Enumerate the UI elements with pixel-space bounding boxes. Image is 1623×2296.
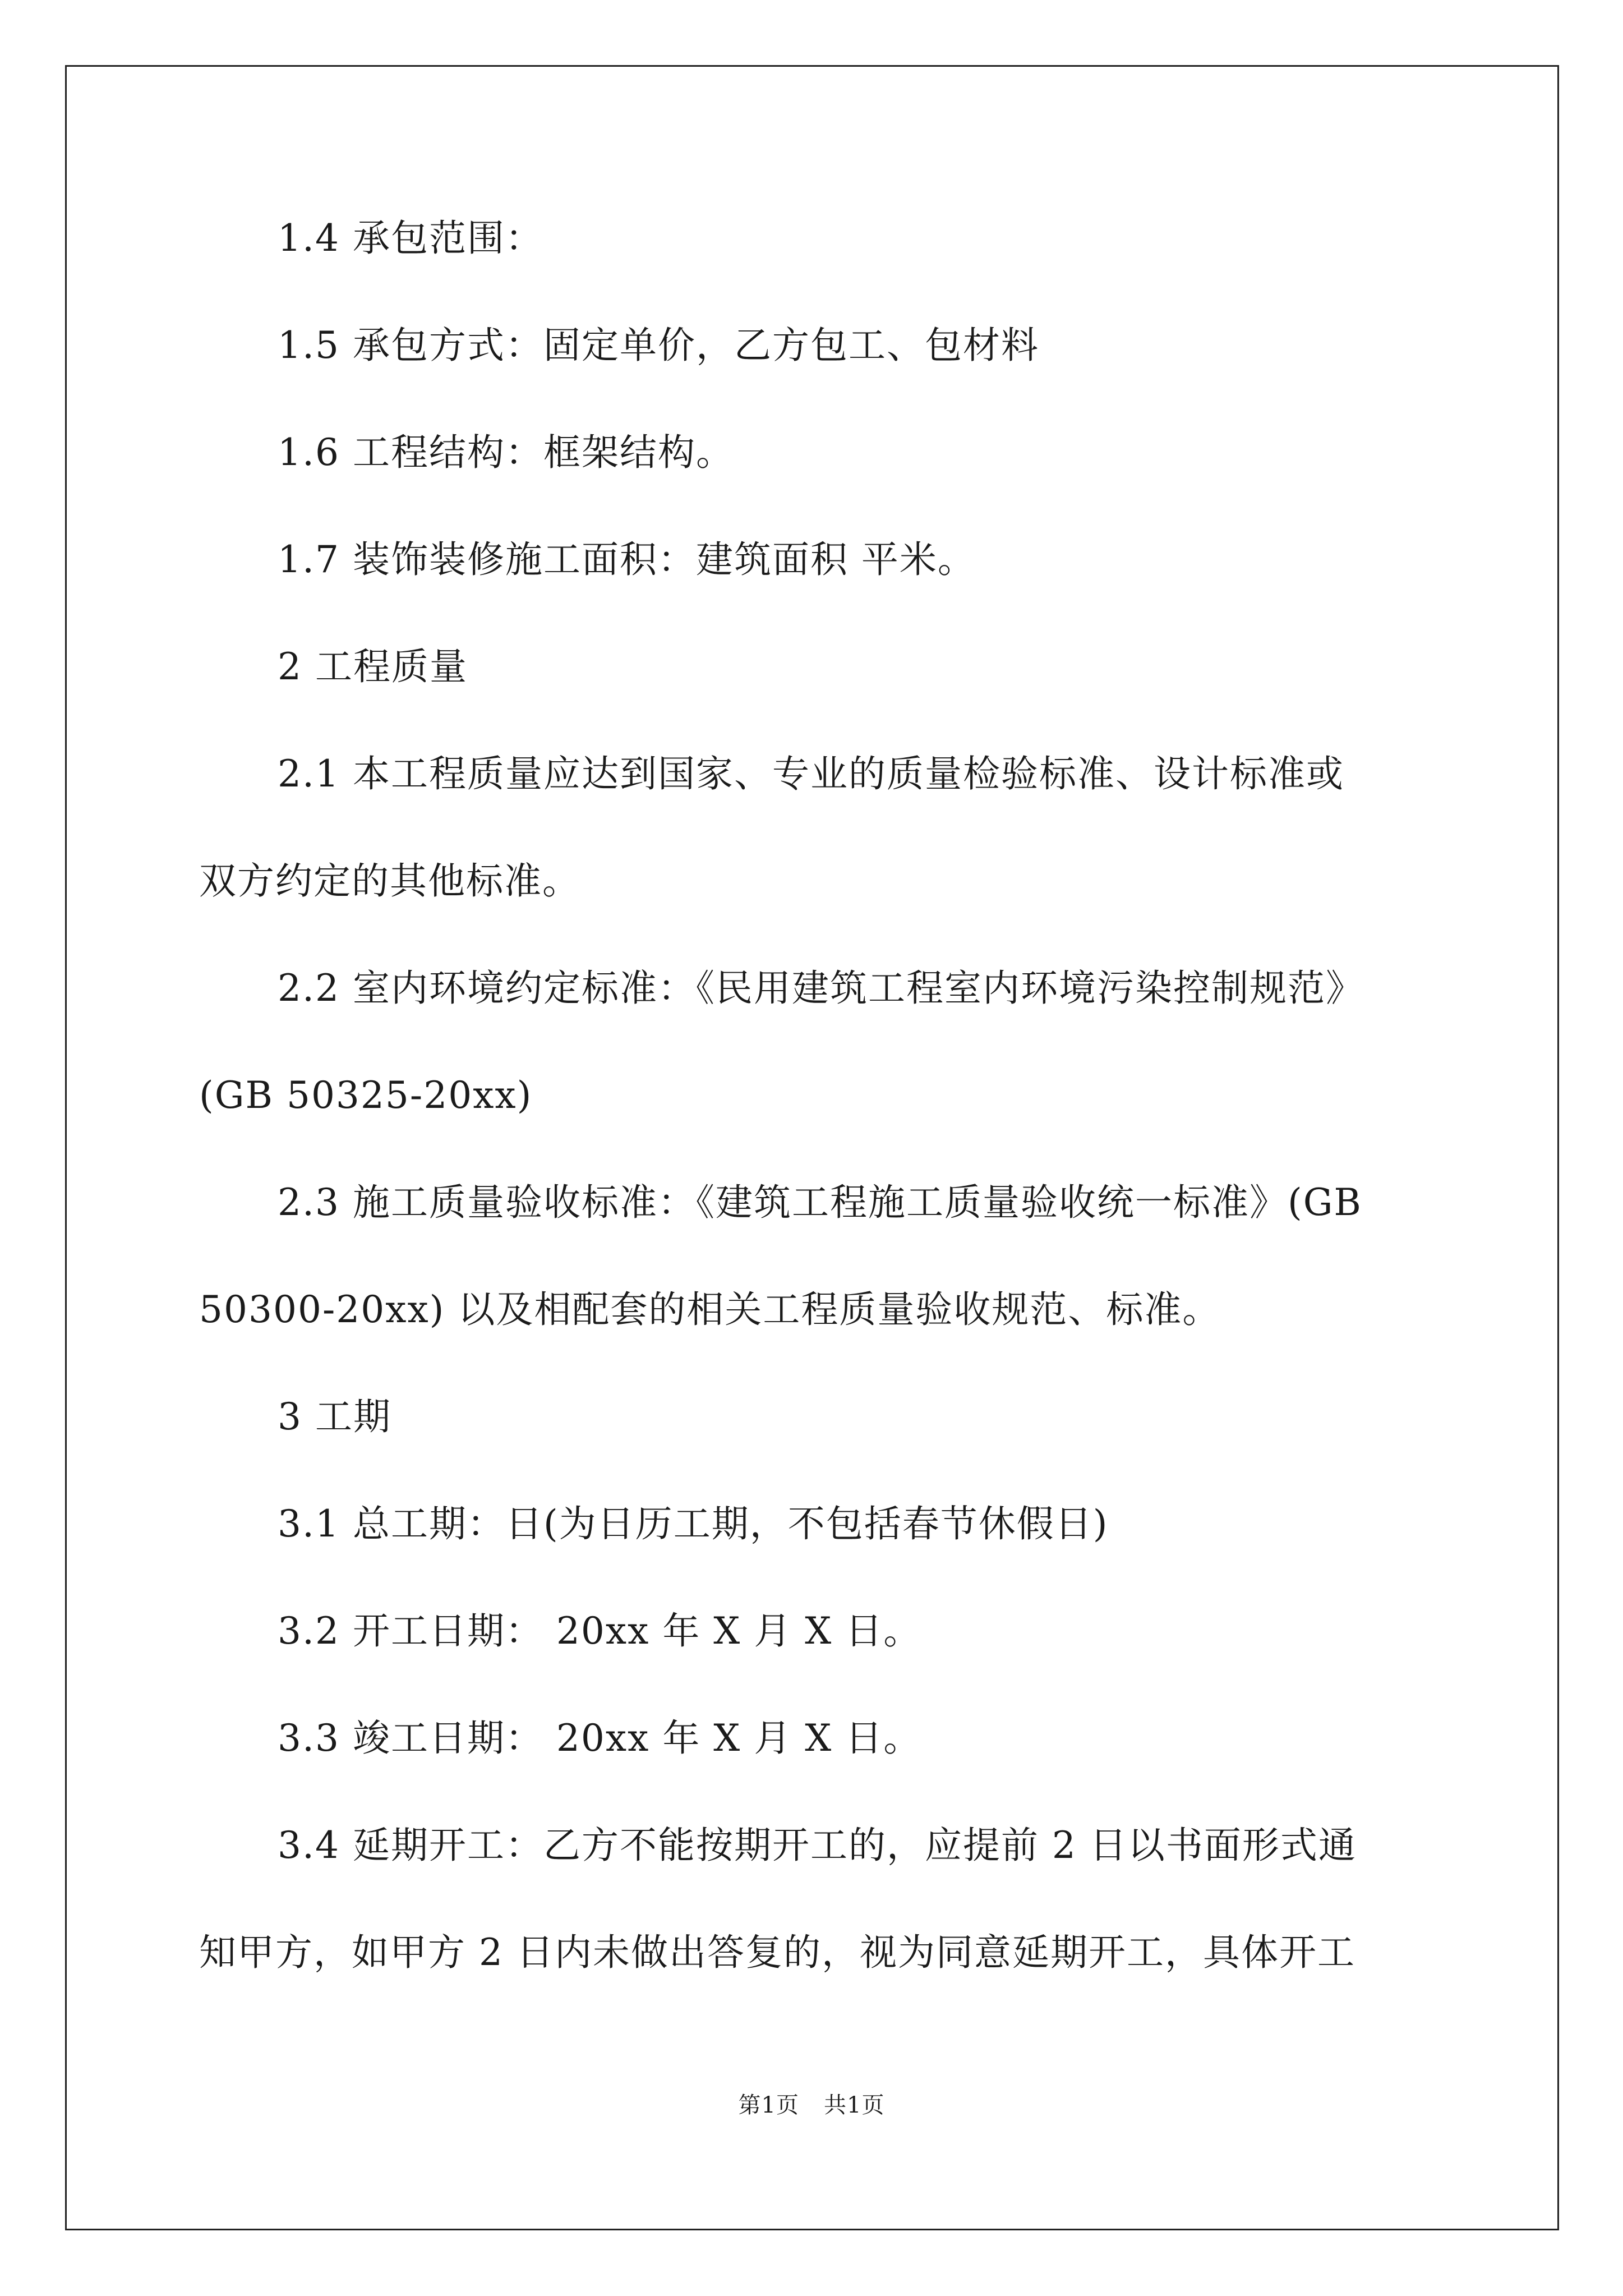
section-1-6: 1.6 工程结构：框架结构。	[278, 431, 734, 474]
section-2-1-line-2: 双方约定的其他标准。	[199, 859, 580, 903]
heading-3: 3 工期	[278, 1395, 391, 1438]
page-border	[65, 65, 1559, 2230]
section-3-4-line-2: 知甲方，如甲方 2 日内未做出答复的，视为同意延期开工，具体开工	[199, 1931, 1355, 1974]
section-1-5: 1.5 承包方式：固定单价，乙方包工、包材料	[278, 324, 1039, 367]
section-2-2-line-1: 2.2 室内环境约定标准：《民用建筑工程室内环境污染控制规范》	[278, 967, 1364, 1010]
section-1-4: 1.4 承包范围：	[278, 217, 543, 260]
heading-2: 2 工程质量	[278, 645, 468, 688]
page-total: 共1页	[824, 2092, 885, 2118]
section-3-1: 3.1 总工期：日(为日历工期，不包括春节休假日)	[278, 1502, 1109, 1545]
section-2-1-line-1: 2.1 本工程质量应达到国家、专业的质量检验标准、设计标准或	[278, 752, 1344, 795]
section-2-3-line-2: 50300-20xx) 以及相配套的相关工程质量验收规范、标准。	[199, 1288, 1221, 1331]
section-2-2-line-2: (GB 50325-20xx)	[199, 1074, 533, 1117]
section-3-4-line-1: 3.4 延期开工：乙方不能按期开工的，应提前 2 日以书面形式通	[278, 1824, 1357, 1867]
page-footer	[0, 2091, 1623, 2119]
section-3-3: 3.3 竣工日期： 20xx 年 X 月 X 日。	[278, 1717, 922, 1760]
page-number: 第1页	[738, 2092, 799, 2118]
section-2-3-line-1: 2.3 施工质量验收标准：《建筑工程施工质量验收统一标准》(GB	[278, 1181, 1362, 1224]
section-3-2: 3.2 开工日期： 20xx 年 X 月 X 日。	[278, 1609, 922, 1653]
section-1-7: 1.7 装饰装修施工面积：建筑面积 平米。	[278, 538, 976, 581]
